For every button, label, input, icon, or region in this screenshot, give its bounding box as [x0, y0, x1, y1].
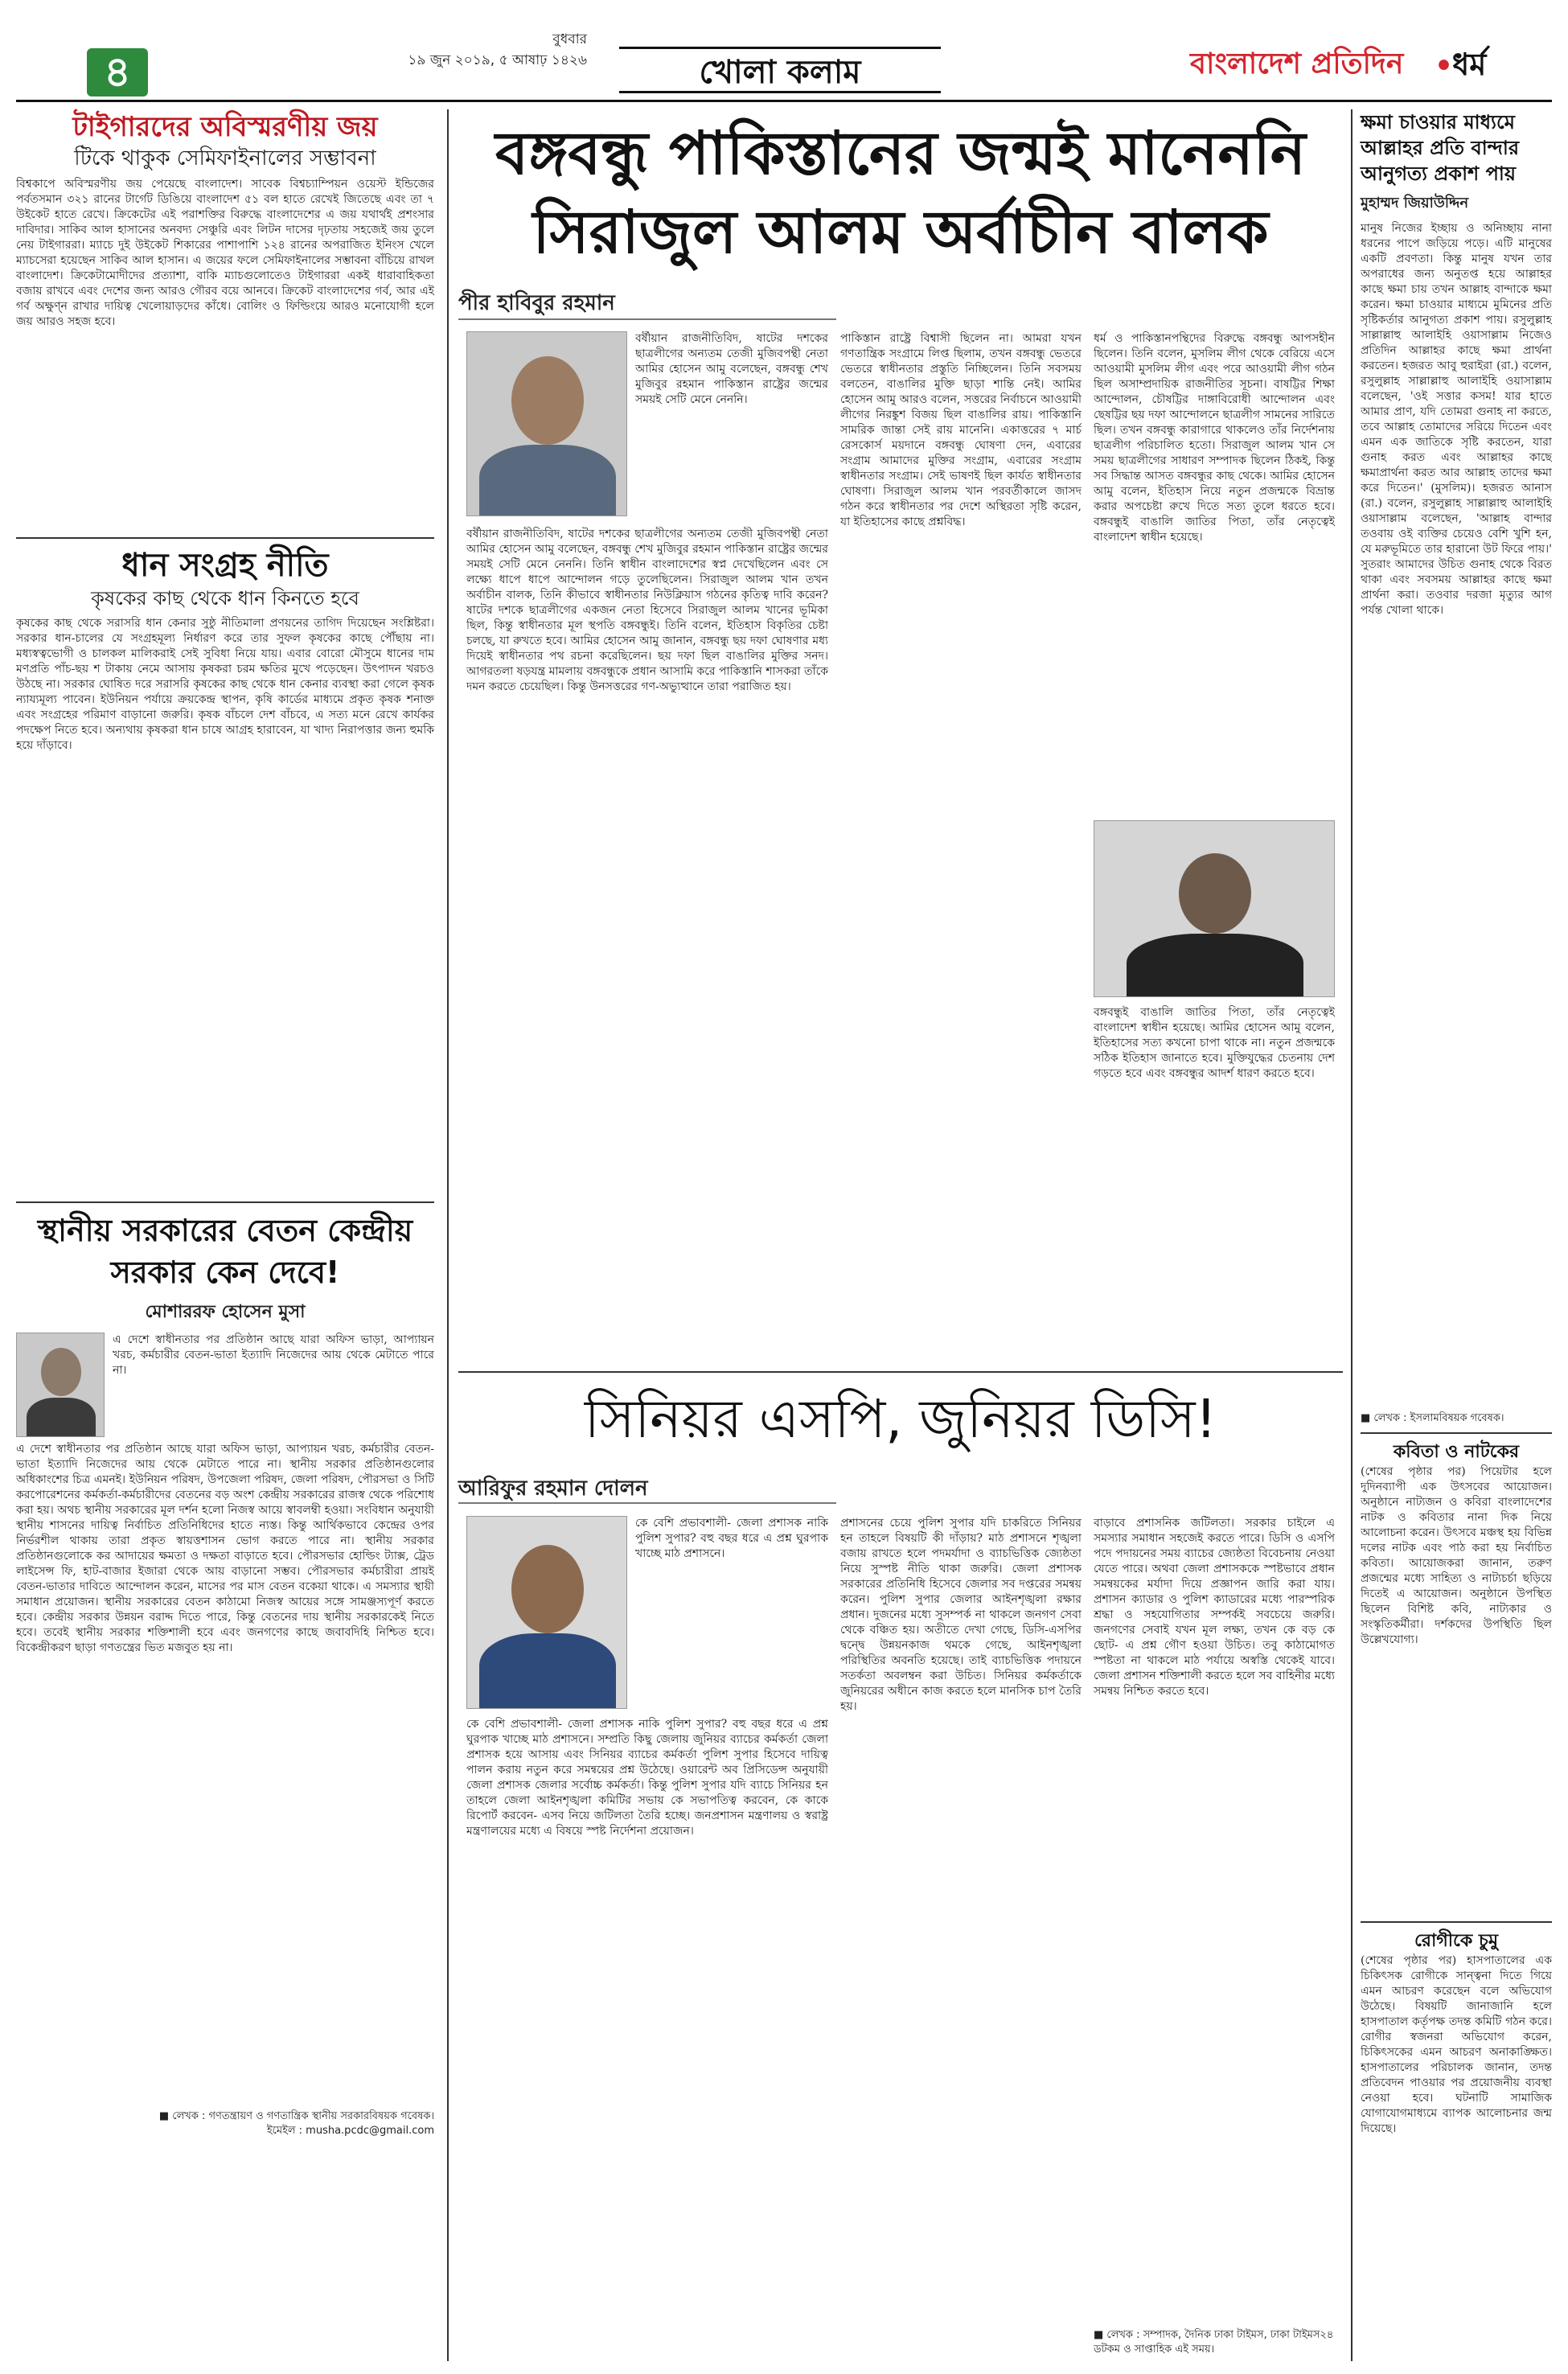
lead-body-col2: পাকিস্তান রাষ্ট্রে বিশ্বাসী ছিলেন না। আমরা যখন গণতান্ত্রিক সংগ্রামে লিপ্ত ছিলাম, তখন বঙ্গবন্ধু ভেতরে ভেতরে স্বাধীনতার প্রস্তুতি নিচ্ছিলেন। তিনি সবসময় বলতেন, বাঙালির মুক্তি ছাড়া শান্তি নেই। আমির হোসেন আমু আরও বলেন, সত্তরের নির্বাচনে আওয়ামী লীগের নিরঙ্কুশ বিজয় ছিল বাঙালির রায়। পাকিস্তানি সামরিক জান্তা সেই রায় মানেনি। একাত্তরের ৭ মার্চ রেসকোর্স ময়দানে বঙ্গবন্ধু ঘোষণা দেন, এবারের সংগ্রাম আমাদের মুক্তির সংগ্রাম, এবারের সংগ্রাম স্বাধীনতার সংগ্রাম। সেই ভাষণই ছিল কার্যত স্বাধীনতার ঘোষণা। সিরাজুল আলম খান পরবর্তীকালে জাসদ গঠন করে স্বাধীনতার পর দেশে অস্থিরতা সৃষ্টি করেন, যা ইতিহাসের কাছে প্রশ্নবিদ্ধ। [840, 332, 1082, 528]
story-poetry-body: (শেষের পৃষ্ঠার পর) পিয়েটার হলে দুদিনব্যাপী এক উৎসবের আয়োজন। অনুষ্ঠানে নাট্যজন ও কবিরা বাংলাদেশের নাটক ও কবিতার নানা দিক নিয়ে আলোচনা করেন। উৎসবে মঞ্চস্থ হয় বিভিন্ন দলের নাটক এবং পাঠ করা হয় নির্বাচিত কবিতা। আয়োজকরা জানান, তরুণ প্রজন্মের মধ্যে সাহিত্য ও নাট্যচর্চা ছড়িয়ে দিতেই এ আয়োজন। অনুষ্ঠানে উপস্থিত ছিলেন বিশিষ্ট কবি, নাট্যকার ও সংস্কৃতিকর্মীরা। দর্শকদের উপস্থিতি ছিল উল্লেখযোগ্য। [1361, 1465, 1552, 1646]
story-forgiveness [1361, 109, 1552, 1426]
second-body-col1: কে বেশি প্রভাবশালী- জেলা প্রশাসক নাকি পুলিশ সুপার? বহু বছর ধরে এ প্রশ্ন ঘুরপাক খাচ্ছে মাঠ প্রশাসনে। সম্প্রতি কিছু জেলায় জুনিয়র ব্যাচের কর্মকর্তা জেলা প্রশাসক হয়ে আসায় এবং সিনিয়র ব্যাচের কর্মকর্তা পুলিশ সুপার হিসেবে দায়িত্ব পালন করায় নতুন করে সমন্বয়ের প্রশ্ন উঠেছে। ওয়ারেন্ট অব প্রিসিডেন্স অনুযায়ী জেলা প্রশাসক জেলার সর্বোচ্চ কর্মকর্তা। কিন্তু পুলিশ সুপার যদি ব্যাচে সিনিয়র হন তাহলে জেলা আইনশৃঙ্খলা কমিটির সভায় কে সভাপতিত্ব করবেন, কে কাকে রিপোর্ট করবেন- এসব নিয়ে জটিলতা তৈরি হচ্ছে। জনপ্রশাসন মন্ত্রণালয় ও স্বরাষ্ট্র মন্ত্রণালয়ের মধ্যে এ বিষয়ে স্পষ্ট নির্দেশনা প্রয়োজন। [466, 1718, 828, 1838]
brand-logo: বাংলাদেশ প্রতিদিন [1190, 47, 1404, 80]
masthead [0, 0, 1568, 103]
divider [1361, 1921, 1552, 1923]
story-forgiveness-body: মানুষ নিজের ইচ্ছায় ও অনিচ্ছায় নানা ধরনের পাপে জড়িয়ে পড়ে। এটি মানুষের একটি প্রবণতা। কিন্তু মানুষ যখন তার অপরাধের জন্য অনুতপ্ত হয়ে আল্লাহর কাছে ক্ষমা চায় তখন আল্লাহ বান্দাকে ক্ষমা করেন। ক্ষমা চাওয়ার মাধ্যমে মুমিনের প্রতি সৃষ্টিকর্তার আনুগত্য প্রকাশ পায়। রসুলুল্লাহ সাল্লাল্লাহু আলাইহি ওয়াসাল্লাম নিজেও প্রতিদিন আল্লাহর কাছে ক্ষমা প্রার্থনা করতেন। হজরত আবু হুরাইরা (রা.) বলেন, রসুলুল্লাহ সাল্লাল্লাহু আলাইহি ওয়াসাল্লাম বলেছেন, 'ওই সত্তার কসম! যার হাতে আমার প্রাণ, যদি তোমরা গুনাহ না করতে, তবে আল্লাহ তোমাদের সরিয়ে দিতেন এবং এমন এক জাতিকে সৃষ্টি করতেন, যারা গুনাহ করত এবং আল্লাহর কাছে ক্ষমাপ্রার্থনা করত আর আল্লাহ তাদের ক্ষমা করে দিতেন।' (মুসলিম)। হজরত আনাস (রা.) বলেন, রসুলুল্লাহ সাল্লাল্লাহু আলাইহি ওয়াসাল্লাম বলেছেন, 'আল্লাহ বান্দার তওবায় ওই ব্যক্তির চেয়েও বেশি খুশি হন, যে মরুভূমিতে তার হারানো উট ফিরে পায়।' সুতরাং আমাদের উচিত গুনাহ থেকে বিরত থাকা এবং সবসময় আল্লাহর কাছে ক্ষমা প্রার্থনা করা। তওবার দরজা মৃত্যুর আগ পর্যন্ত খোলা থাকে। [1361, 222, 1552, 617]
header-day: বুধবার [552, 31, 587, 47]
brand-section: ধর্ম [1452, 47, 1487, 82]
story-local-govt-footer: ■ লেখক : গণতন্ত্রায়ণ ও গণতান্ত্রিক স্থানীয় সরকারবিষয়ক গবেষক। [158, 2110, 434, 2122]
story-forgiveness-footer: ■ লেখক : ইসলামবিষয়ক গবেষক। [1361, 1412, 1504, 1424]
lead-headline [458, 114, 1343, 272]
story-paddy [16, 545, 434, 1195]
bangabandhu-photo [1094, 820, 1335, 997]
lead-author: পীর হাবিবুর রহমান [458, 291, 615, 315]
lead-headline-line1: বঙ্গবন্ধু পাকিস্তানের জন্মই মানেননি [495, 119, 1306, 188]
second-body-col3: বাড়াবে প্রশাসনিক জটিলতা। সরকার চাইলে এ সমস্যার সমাধান সহজেই করতে পারে। ডিসি ও এসপি পদে পদায়নের সময় ব্যাচের জ্যেষ্ঠতা বিবেচনায় নেওয়া যেতে পারে। অথবা জেলা প্রশাসককে স্পষ্টভাবে প্রধান সমন্বয়কের মর্যাদা দিয়ে প্রজ্ঞাপন জারি করা যায়। প্রশাসন ক্যাডার ও পুলিশ ক্যাডারের মধ্যে পারস্পরিক শ্রদ্ধা ও সহযোগিতার সম্পর্কই সবচেয়ে জরুরি। জনগণের সেবাই যখন মূল লক্ষ্য, তখন কে বড় কে ছোট- এ প্রশ্ন গৌণ হওয়া উচিত। তবু কাঠামোগত স্পষ্টতা না থাকলে মাঠ পর্যায়ে অস্বস্তি থেকেই যাবে। জেলা প্রশাসন শক্তিশালী করতে হলে সব বাহিনীর মধ্যে সমন্বয় নিশ্চিত করতে হবে। [1094, 1517, 1335, 1698]
divider [458, 1371, 1343, 1373]
lead-body-col3-top: ধর্ম ও পাকিস্তানপন্থিদের বিরুদ্ধে বঙ্গবন্ধু আপসহীন ছিলেন। তিনি বলেন, মুসলিম লীগ থেকে বেরিয়ে এসে আওয়ামী মুসলিম লীগ এবং পরে আওয়ামী লীগ গঠন ছিল অসাম্প্রদায়িক রাজনীতির সূচনা। বাষট্টির শিক্ষা আন্দোলন, চৌষট্টির দাঙ্গাবিরোধী আন্দোলন এবং ছেষট্টির ছয় দফা আন্দোলনে ছাত্রলীগ সামনের সারিতে ছিল। তখন বঙ্গবন্ধু কারাগারে থাকলেও তাঁর নির্দেশনায় ছাত্রলীগ পরিচালিত হতো। সিরাজুল আলম খান সে সময় ছাত্রলীগের সাধারণ সম্পাদক ছিলেন ঠিকই, কিন্তু সব সিদ্ধান্ত আসত বঙ্গবন্ধুর কাছ থেকে। আমির হোসেন আমু বলেন, ইতিহাস নিয়ে নতুন প্রজন্মকে বিভ্রান্ত করার অপচেষ্টা রুখে দিতে সত্য তুলে ধরতে হবে। বঙ্গবন্ধুই বাঙালি জাতির পিতা, তাঁর নেতৃত্বেই বাংলাদেশ স্বাধীন হয়েছে। [1094, 332, 1335, 544]
lead-body-col1-top: বর্ষীয়ান রাজনীতিবিদ, ষাটের দশকের ছাত্রলীগের অন্যতম তেজী মুজিবপন্থী নেতা আমির হোসেন আমু বলেছেন, বঙ্গবন্ধু শেখ মুজিবুর রহমান পাকিস্তান রাষ্ট্রের জন্মের সময়ই সেটি মেনে নেননি। [635, 332, 828, 406]
lead-author-photo [466, 331, 627, 516]
second-author-photo [466, 1516, 627, 1709]
story-local-govt-author: মোশাররফ হোসেন মুসা [145, 1302, 306, 1322]
story-paddy-kicker: কৃষকের কাছ থেকে ধান কিনতে হবে [91, 587, 359, 610]
lead-body-col1: বর্ষীয়ান রাজনীতিবিদ, ষাটের দশকের ছাত্রলীগের অন্যতম তেজী মুজিবপন্থী নেতা আমির হোসেন আমু বলেছেন, বঙ্গবন্ধু শেখ মুজিবুর রহমান পাকিস্তান রাষ্ট্রের জন্মের সময়ই সেটি মেনে নেননি। তিনি স্বাধীন বাংলাদেশের স্বপ্ন দেখেছিলেন এবং সে লক্ষ্যে ধাপে ধাপে আন্দোলন গড়ে তুলেছিলেন। সিরাজুল আলম খান তখন অর্বাচীন বালক, তিনি কীভাবে স্বাধীনতার নিউক্লিয়াস গঠনের কৃতিত্ব দাবি করেন? ষাটের দশকে ছাত্রলীগের একজন নেতা হিসেবে সিরাজুল আলম খানের ভূমিকা ছিল, কিন্তু স্বাধীনতার মূল স্থপতি বঙ্গবন্ধুই। তিনি বলেন, ইতিহাস বিকৃতির চেষ্টা চলছে, যা রুখতে হবে। আমির হোসেন আমু জানান, বঙ্গবন্ধু ছয় দফা ঘোষণার মধ্য দিয়েই স্বাধীনতার পথ রচনা করেছিলেন। ছয় দফা ছিল বাঙালির মুক্তির সনদ। আগরতলা ষড়যন্ত্র মামলায় বঙ্গবন্ধুকে প্রধান আসামি করে পাকিস্তানি শাসকরা তাঁকে দমন করতে চেয়েছিল। কিন্তু উনসত্তরের গণ-অভ্যুত্থানে তারা পরাজিত হয়। [466, 528, 828, 693]
story-local-govt-intro: এ দেশে স্বাধীনতার পর প্রতিষ্ঠান আছে যারা অফিস ভাড়া, আপ্যায়ন খরচ, কর্মচারীর বেতন-ভাতা ইত্যাদি নিজেদের আয় থেকে মেটাতে পারে না। [113, 1333, 434, 1377]
story-tigers-headline: টাইগারদের অবিস্মরণীয় জয় [72, 111, 378, 143]
second-body-col1-top: কে বেশি প্রভাবশালী- জেলা প্রশাসক নাকি পুলিশ সুপার? বহু বছর ধরে এ প্রশ্ন ঘুরপাক খাচ্ছে মাঠ প্রশাসনে। [635, 1517, 828, 1560]
story-local-govt-body: এ দেশে স্বাধীনতার পর প্রতিষ্ঠান আছে যারা অফিস ভাড়া, আপ্যায়ন খরচ, কর্মচারীর বেতন-ভাতা ইত্যাদি নিজেদের আয় থেকে মেটাতে পারে না। স্থানীয় সরকার প্রতিষ্ঠানগুলোর অধিকাংশের চিত্র এমনই। ইউনিয়ন পরিষদ, উপজেলা পরিষদ, জেলা পরিষদ, পৌরসভা ও সিটি করপোরেশনের কর্মকর্তা-কর্মচারীদের বেতনের বড় অংশ কেন্দ্রীয় সরকারের রাজস্ব থেকে পরিশোধ করা হয়। অথচ স্থানীয় সরকারের মূল দর্শন হলো নিজস্ব আয়ে স্বাবলম্বী হওয়া। সংবিধান অনুযায়ী স্থানীয় শাসনের দায়িত্ব নির্বাচিত প্রতিনিধিদের হাতে ন্যস্ত। কিন্তু আর্থিকভাবে কেন্দ্রের ওপর নির্ভরশীল থাকায় তারা প্রকৃত স্বায়ত্তশাসন ভোগ করতে পারে না। স্থানীয় সরকার প্রতিষ্ঠানগুলোকে কর আদায়ের ক্ষমতা ও দক্ষতা বাড়াতে হবে। পৌরসভার হোল্ডিং ট্যাক্স, ট্রেড লাইসেন্স ফি, হাট-বাজার ইজারা থেকে আয় বাড়ানো সম্ভব। পৌরসভার কর্মচারীরা প্রায়ই বেতন-ভাতার দাবিতে আন্দোলন করেন, মাসের পর মাস বেতন বকেয়া থাকে। এ সমস্যার স্থায়ী সমাধান প্রয়োজন। স্থানীয় সরকারের বেতন কাঠামো নিজস্ব আয়ের সঙ্গে সামঞ্জস্যপূর্ণ করতে হবে। কেন্দ্রীয় সরকার উন্নয়ন বরাদ্দ দিতে পারে, কিন্তু বেতনের দায় স্থানীয় সরকারকেই নিতে হবে। তবেই স্থানীয় সরকার শক্তিশালী হবে এবং জনগণের কাছে জবাবদিহি নিশ্চিত হবে। বিকেন্দ্রীকরণ ছাড়া গণতন্ত্রের ভিত মজবুত হয় না। [16, 1443, 434, 1654]
second-headline: সিনিয়র এসপি, জুনিয়র ডিসি! [584, 1388, 1217, 1450]
divider [16, 1201, 434, 1203]
author-photo [16, 1333, 105, 1437]
right-column [1351, 109, 1552, 2361]
divider [1361, 1432, 1552, 1434]
story-paddy-headline: ধান সংগ্রহ নীতি [121, 547, 329, 584]
story-forgiveness-headline: ক্ষমা চাওয়ার মাধ্যমে আল্লাহর প্রতি বান্দার আনুগত্য প্রকাশ পায় [1361, 111, 1520, 185]
lead-headline-line2: সিরাজুল আলম অর্বাচীন বালক [532, 198, 1269, 267]
story-tigers [16, 109, 434, 531]
header-date: ১৯ জুন ২০১৯, ৫ আষাঢ় ১৪২৬ [408, 52, 587, 68]
header-dateline [289, 29, 587, 71]
story-kiss-headline: রোগীকে চুমু [1414, 1931, 1499, 1951]
second-author: আরিফুর রহমান দোলন [458, 1477, 648, 1501]
byline-rule [458, 1502, 836, 1504]
brand-separator: • [1435, 49, 1454, 83]
section-title: খোলা কলাম [619, 47, 941, 93]
story-local-govt-headline: স্থানীয় সরকারের বেতন কেন্দ্রীয় সরকার কেন দেবে! [37, 1213, 413, 1290]
story-kiss [1361, 1929, 1552, 2307]
story-paddy-body: কৃষকের কাছ থেকে সরাসরি ধান কেনার সুষ্ঠু নীতিমালা প্রণয়নের তাগিদ দিয়েছেন সংশ্লিষ্টরা। সরকার ধান-চালের যে সংগ্রহমূল্য নির্ধারণ করে তার সুফল কৃষকের কাছে পৌঁছায় না। মধ্যস্বত্বভোগী ও চালকল মালিকরাই সেই সুবিধা নিয়ে যায়। এবার বোরো মৌসুমে ধানের দাম মণপ্রতি পাঁচ-ছয় শ টাকায় নেমে আসায় কৃষকরা চরম ক্ষতির মুখে পড়েছেন। উৎপাদন খরচও উঠছে না। সরকার ঘোষিত দরে সরাসরি কৃষকের কাছ থেকে ধান কেনার ব্যবস্থা করা গেলে কৃষক ন্যায্যমূল্য পাবেন। ইউনিয়ন পর্যায়ে ক্রয়কেন্দ্র স্থাপন, কৃষি কার্ডের মাধ্যমে প্রকৃত কৃষক শনাক্ত এবং সংগ্রহের পরিমাণ বাড়ানো জরুরি। কৃষক বাঁচলে দেশ বাঁচবে, এ সত্য মনে রেখে কার্যকর পদক্ষেপ নিতে হবে। অন্যথায় কৃষকরা ধান চাষে আগ্রহ হারাবেন, যা খাদ্য নিরাপত্তার জন্য হুমকি হয়ে দাঁড়াবে। [16, 617, 434, 752]
story-kiss-body: (শেষের পৃষ্ঠার পর) হাসপাতালের এক চিকিৎসক রোগীকে সান্ত্বনা দিতে গিয়ে এমন আচরণ করেছেন বলে অভিযোগ উঠেছে। বিষয়টি জানাজানি হলে হাসপাতাল কর্তৃপক্ষ তদন্ত কমিটি গঠন করে। রোগীর স্বজনরা অভিযোগ করেন, চিকিৎসকের এমন আচরণ অনাকাঙ্ক্ষিত। হাসপাতালের পরিচালক জানান, তদন্ত প্রতিবেদন পাওয়ার পর প্রয়োজনীয় ব্যবস্থা নেওয়া হবে। ঘটনাটি সামাজিক যোগাযোগমাধ্যমে ব্যাপক আলোচনার জন্ম দিয়েছে। [1361, 1954, 1552, 2135]
second-body-col2: প্রশাসনের চেয়ে পুলিশ সুপার যদি চাকরিতে সিনিয়র হন তাহলে বিষয়টি কী দাঁড়ায়? মাঠ প্রশাসনে শৃঙ্খলা বজায় রাখতে হলে পদমর্যাদা ও ব্যাচভিত্তিক জ্যেষ্ঠতা নিয়ে সুস্পষ্ট নীতি থাকা জরুরি। জেলা প্রশাসক সরকারের প্রতিনিধি হিসেবে জেলার সব দপ্তরের সমন্বয় করেন। পুলিশ সুপার জেলার আইনশৃঙ্খলা রক্ষার প্রধান। দুজনের মধ্যে সুসম্পর্ক না থাকলে জনগণ সেবা থেকে বঞ্চিত হয়। অতীতে দেখা গেছে, ডিসি-এসপির দ্বন্দ্বে উন্নয়নকাজ থমকে গেছে, আইনশৃঙ্খলা পরিস্থিতির অবনতি হয়েছে। তাই ব্যাচভিত্তিক পদায়নে সতর্কতা অবলম্বন করা উচিত। সিনিয়র কর্মকর্তাকে জুনিয়রের অধীনে কাজ করতে হলে মানসিক চাপ তৈরি হয়। [840, 1517, 1082, 1713]
page-number: ৪ [87, 48, 148, 97]
byline-rule [458, 318, 836, 320]
story-tigers-body: বিশ্বকাপে অবিস্মরণীয় জয় পেয়েছে বাংলাদেশ। সাবেক বিশ্বচ্যাম্পিয়ন ওয়েস্ট ইন্ডিজের পর্বতসমান ৩২১ রানের টার্গেট ডিঙিয়ে বাংলাদেশ ৫১ বল হাতে রেখেই জিতেছে এবং তা ৭ উইকেট হাতে রেখে। ক্রিকেটের এই পরাশক্তির বিরুদ্ধে বাংলাদেশের এ জয় যথার্থই প্রশংসার দাবিদার। সাকিব আল হাসানের অনবদ্য সেঞ্চুরি এবং লিটন দাসের দৃঢ়তায় সহজেই জয় তুলে নেয় টাইগাররা। ম্যাচে দুই উইকেট শিকারের পাশাপাশি ১২৪ রানের অপরাজিত ইনিংস খেলে ম্যাচসেরা হয়েছেন সাকিব আল হাসান। এ জয়ের ফলে সেমিফাইনালের সম্ভাবনা বাঁচিয়ে রাখল বাংলাদেশ। ক্রিকেটামোদীদের প্রত্যাশা, বাকি ম্যাচগুলোতেও টাইগাররা একই ধারাবাহিকতা বজায় রাখবে এবং দেশের জন্য আরও গৌরব বয়ে আনবে। ক্রিকেট বাংলাদেশের গর্ব, আর এই গর্ব অক্ষুণ্ন রাখার দায়িত্ব খেলোয়াড়দের কাঁধে। বোলিং ও ফিল্ডিংয়ে আরও মনোযোগী হলে জয় আরও সহজ হবে। [16, 178, 434, 328]
story-poetry [1361, 1440, 1552, 1915]
story-forgiveness-author: মুহাম্মদ জিয়াউদ্দিন [1361, 195, 1469, 212]
story-local-govt-email[interactable]: ইমেইল : musha.pcdc@gmail.com [266, 2125, 434, 2137]
second-footer: ■ লেখক : সম্পাদক, দৈনিক ঢাকা টাইমস, ঢাকা টাইমস২৪ ডটকম ও সাপ্তাহিক এই সময়। [1094, 2329, 1334, 2356]
story-local-govt [16, 1210, 434, 2138]
header-rule [16, 100, 1552, 102]
story-poetry-headline: কবিতা ও নাটকের [1393, 1442, 1520, 1462]
lead-body-col3-bottom: বঙ্গবন্ধুই বাঙালি জাতির পিতা, তাঁর নেতৃত্বেই বাংলাদেশ স্বাধীন হয়েছে। আমির হোসেন আমু বলেন, ইতিহাসের সত্য কখনো চাপা থাকে না। নতুন প্রজন্মকে সঠিক ইতিহাস জানাতে হবে। মুক্তিযুদ্ধের চেতনায় দেশ গড়তে হবে এবং বঙ্গবন্ধুর আদর্শ ধারণ করতে হবে। [1094, 1006, 1335, 1080]
left-column [16, 109, 434, 2361]
divider [16, 537, 434, 539]
story-tigers-kicker: টিকে থাকুক সেমিফাইনালের সম্ভাবনা [74, 146, 376, 170]
